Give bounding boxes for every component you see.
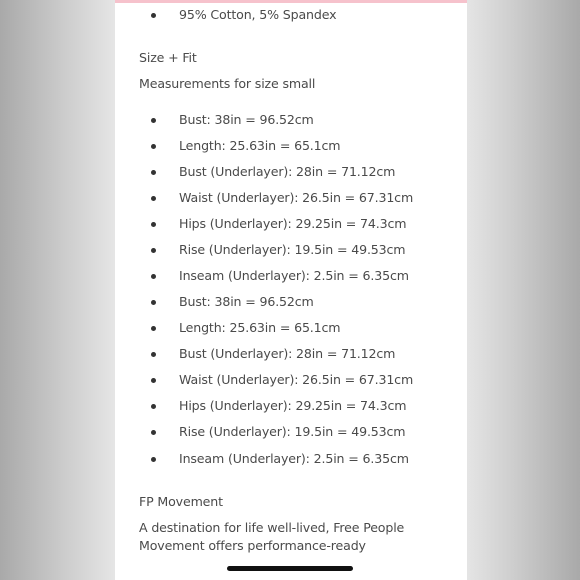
bullet-icon: [151, 222, 156, 227]
list-item-text: Length: 25.63in = 65.1cm: [179, 138, 341, 153]
bullet-icon: [151, 352, 156, 357]
brand-description: A destination for life well-lived, Free People Movement offers performance-ready: [139, 520, 405, 553]
list-item-text: Length: 25.63in = 65.1cm: [179, 320, 341, 335]
bullet-icon: [151, 457, 156, 462]
list-item-text: Rise (Underlayer): 19.5in = 49.53cm: [179, 424, 406, 439]
bullet-icon: [151, 326, 156, 331]
bullet-icon: [151, 274, 156, 279]
home-indicator[interactable]: [227, 566, 353, 571]
list-item-text: Bust (Underlayer): 28in = 71.12cm: [179, 346, 396, 361]
list-item-text: Hips (Underlayer): 29.25in = 74.3cm: [179, 216, 407, 231]
list-item-text: Inseam (Underlayer): 2.5in = 6.35cm: [179, 451, 409, 466]
product-details-content: [139, 0, 459, 580]
bullet-icon: [151, 300, 156, 305]
bullet-icon: [151, 248, 156, 253]
list-item-text: Bust: 38in = 96.52cm: [179, 294, 314, 309]
list-item-text: Waist (Underlayer): 26.5in = 67.31cm: [179, 372, 414, 387]
measurements-subheading: Measurements for size small: [139, 76, 316, 91]
list-item-text: Waist (Underlayer): 26.5in = 67.31cm: [179, 190, 414, 205]
list-item-text: Bust: 38in = 96.52cm: [179, 112, 314, 127]
bullet-icon: [151, 118, 156, 123]
bullet-icon: [151, 144, 156, 149]
list-item-text: Bust (Underlayer): 28in = 71.12cm: [179, 164, 396, 179]
bullet-icon: [151, 13, 156, 18]
size-fit-heading: Size + Fit: [139, 50, 197, 65]
brand-heading: FP Movement: [139, 494, 223, 509]
bullet-icon: [151, 196, 156, 201]
list-item-text: Inseam (Underlayer): 2.5in = 6.35cm: [179, 268, 409, 283]
bullet-icon: [151, 430, 156, 435]
list-item-text: Rise (Underlayer): 19.5in = 49.53cm: [179, 242, 406, 257]
bullet-icon: [151, 378, 156, 383]
list-item-text: 95% Cotton, 5% Spandex: [179, 7, 337, 22]
bullet-icon: [151, 404, 156, 409]
list-item-text: Hips (Underlayer): 29.25in = 74.3cm: [179, 398, 407, 413]
bullet-icon: [151, 170, 156, 175]
product-details-panel: [115, 0, 467, 580]
